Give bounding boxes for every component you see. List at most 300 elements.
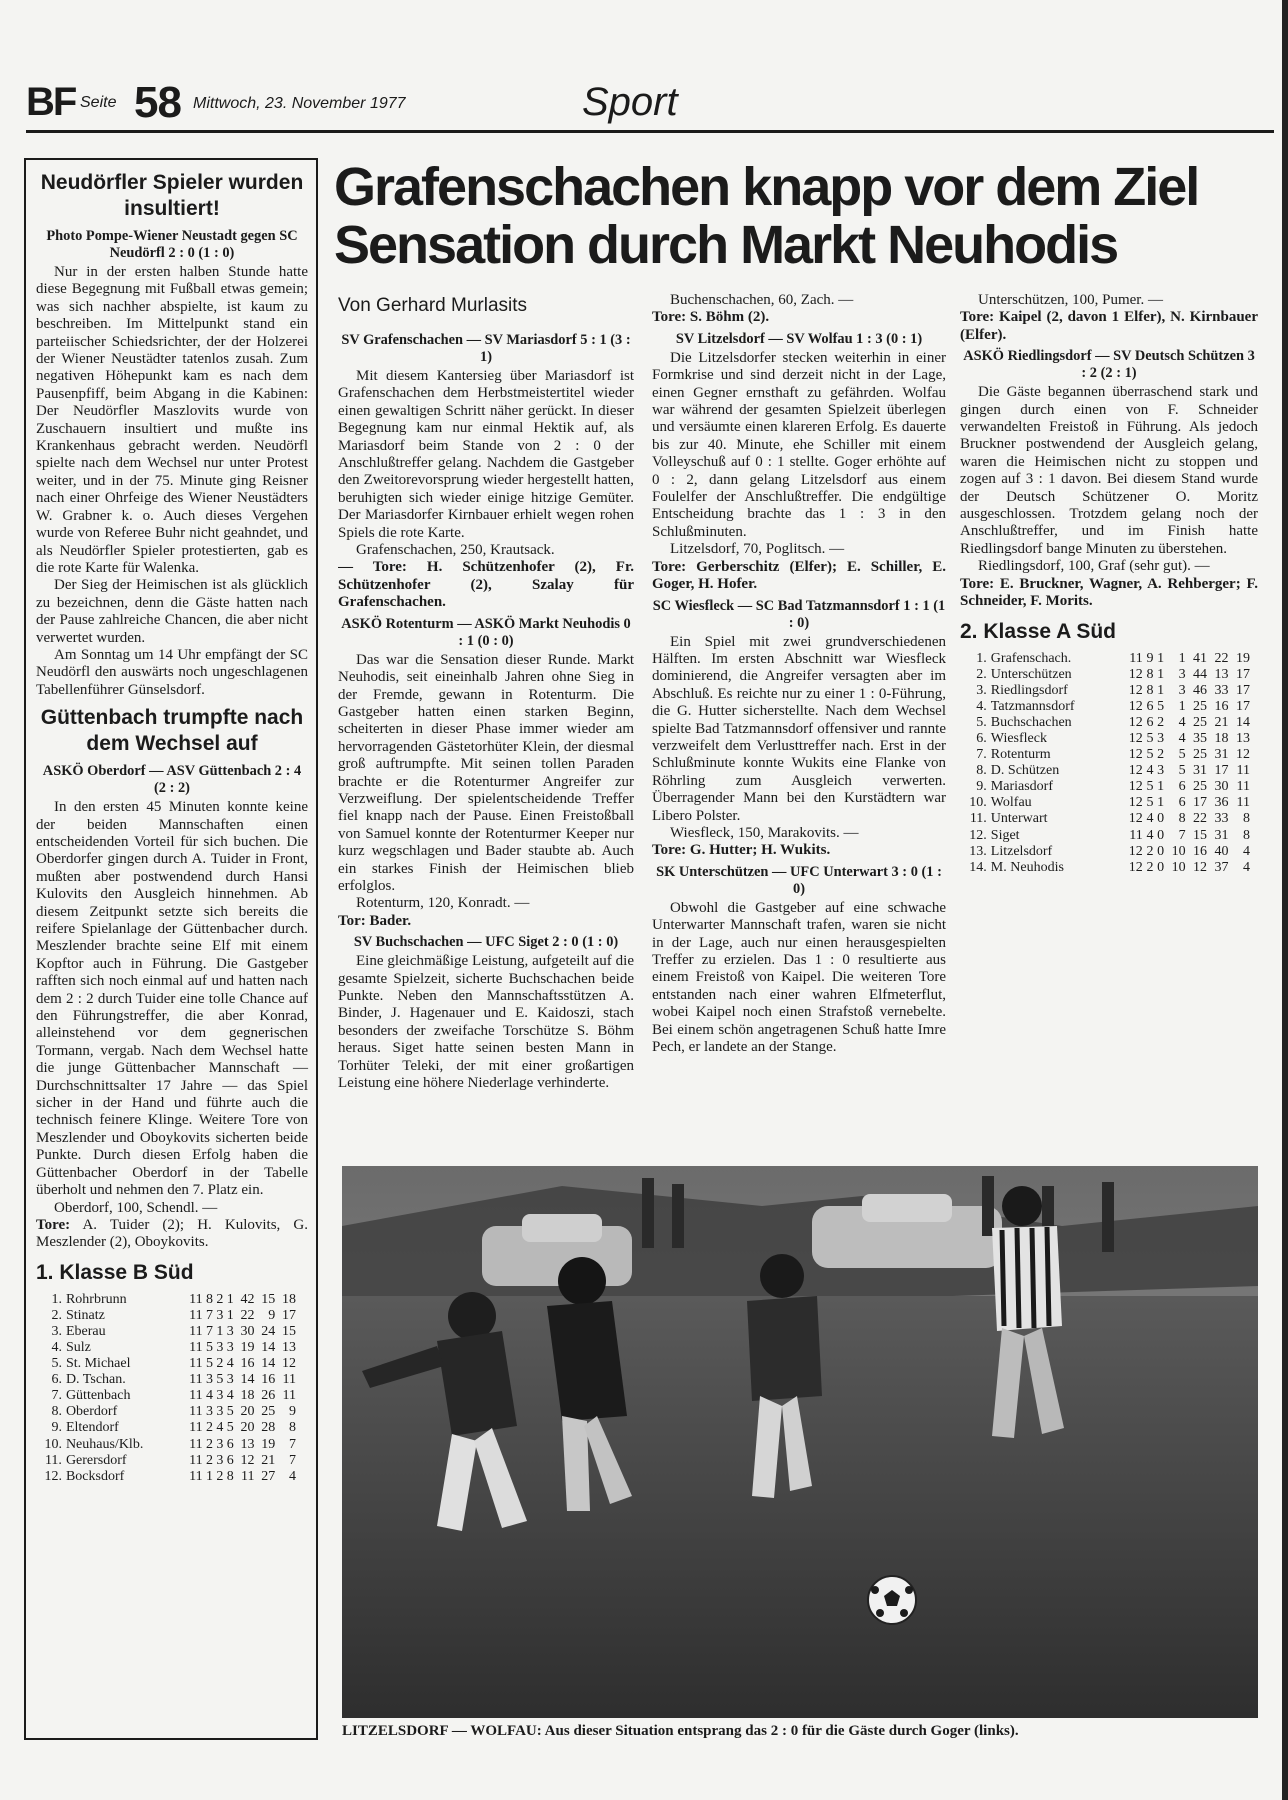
- table-stat: 0: [1157, 811, 1165, 827]
- table-stat: 3: [226, 1340, 234, 1355]
- league-table-b-sued: [36, 1292, 296, 1485]
- rank: 5.: [51, 1356, 62, 1372]
- rank: 7.: [976, 747, 987, 763]
- table-stat: 33: [1214, 682, 1229, 698]
- league-table-a-sued: [960, 651, 1250, 876]
- match-stats: Unterschützen, 100, Pumer. —: [978, 292, 1163, 308]
- stats-text: Oberdorf, 100, Schendl. —: [54, 1199, 218, 1216]
- table-stat: 14: [261, 1340, 276, 1355]
- table-stat: 18: [282, 1291, 296, 1307]
- table-stat: 12: [1128, 763, 1143, 779]
- table-stat: 17: [1236, 698, 1250, 714]
- match-report: Die Litzelsdorfer stecken weiterhin in einer Formkrise und sind derzeit nicht in der Lage, einen Gegner ernsthaft zu gefährden. Wolfau war während der gesamten Spielzeit überlegen und versäumte einen klareren Erfolg. Es dauerte bis zur 40. Minute, ehe Schiller mit einem Volleyschuß auf 0 : 1 stellte. Goger erhöhte auf 0 : 2, dann gelang Litzelsdorf aus einem Foulelfer der Anschlußtreffer. Die endgültige Entscheidung brachte das 1 : 3 in den Schlußminuten.: [652, 349, 946, 540]
- table-stat: 12: [1128, 730, 1143, 746]
- table-stat: 2: [1157, 714, 1165, 730]
- league-table-row: [36, 1308, 296, 1324]
- table-stat: 1: [226, 1307, 234, 1323]
- byline: Von Gerhard Murlasits: [338, 295, 528, 316]
- table-stat: 4: [289, 1468, 296, 1484]
- league-table-row: [960, 667, 1250, 683]
- table-stat: 16: [261, 1372, 276, 1388]
- article-column-1: [338, 328, 634, 1160]
- table-stat: 14: [1236, 714, 1250, 730]
- section-title: Sport: [582, 80, 678, 124]
- match-heading: SC Wiesfleck — SC Bad Tatzmannsdorf 1 : 1 (1 : 0): [652, 597, 946, 631]
- table-stat: 15: [1193, 827, 1208, 843]
- match-report: Die Gäste begannen überraschend stark und gingen durch einen von F. Schneider verwandelten Freistoß in Führung. Als jedoch Bruckner postwendend der Ausgleich gelang, waren die Heimischen nicht zu stoppen und zogen auf 3 : 1 davon. Bei diesem Stand wurde der Deutsch Schützener O. Moritz ausgeschlossen. Trotzdem gelang noch der Anschlußtreffer, und im Finish hatte Riedlingsdorf bange Minuten zu überstehen.: [960, 384, 1258, 557]
- match-report: Das war die Sensation dieser Runde. Markt Neuhodis, seit eineinhalb Jahren ohne Sieg in der Fremde, gewann in Rotenturm. Die Gastgeber hatten einen starken Beginn, scheiterten in dieser Phase immer wieder am hervorragenden Gästetorhüter Klein, der diesmal groß auftrumpfte. Mit seinen tollen Paraden brachte er die Rotenturmer Angreifer zur Verzweiflung. Der spielentscheidende Treffer fiel knapp nach der Pause. Einen Freistoßball von Samuel konnte der Rotenturmer Keeper nur kurz wegschlagen und Bader staubte ab. Auch ein starkes Finish der Heimischen blieb erfolglos.: [338, 651, 634, 894]
- table-stat: 8: [1146, 682, 1154, 698]
- table-stat: 11: [189, 1372, 203, 1388]
- table-stat: 3: [1157, 730, 1165, 746]
- table-stat: 9: [268, 1307, 276, 1323]
- league-table-row: [36, 1292, 296, 1308]
- table-stat: 17: [282, 1307, 296, 1323]
- sidebar-stats: [36, 1200, 308, 1217]
- table-stat: 25: [1193, 714, 1208, 730]
- team-name: Neuhaus/Klb.: [65, 1436, 144, 1452]
- table-stat: 11: [189, 1356, 203, 1372]
- team-name: Rohrbrunn: [65, 1291, 127, 1307]
- team-name: Sulz: [65, 1340, 91, 1355]
- table-stat: 11: [189, 1436, 203, 1452]
- table-stat: 2: [1146, 859, 1154, 875]
- table-stat: 26: [261, 1388, 276, 1404]
- rank: 8.: [51, 1404, 62, 1420]
- table-stat: 3: [216, 1340, 224, 1355]
- newspaper-logo: BF: [26, 80, 76, 124]
- table-stat: 15: [282, 1323, 296, 1339]
- table-stat: 4: [1243, 843, 1250, 859]
- table-stat: 8: [1146, 666, 1154, 682]
- table-stat: 8: [289, 1420, 296, 1436]
- scorers-text: A. Tuider (2); H. Kulovits, G. Meszlender (2), Oboykovits.: [36, 1216, 308, 1251]
- table-stat: 5: [216, 1372, 224, 1388]
- table-stat: 18: [240, 1388, 255, 1404]
- table-stat: 4: [205, 1388, 213, 1404]
- table-stat: 24: [261, 1323, 276, 1339]
- table-stat: 8: [226, 1468, 234, 1484]
- main-headline: [334, 158, 1254, 274]
- table-stat: 11: [1236, 763, 1250, 779]
- table-stat: 13: [1236, 730, 1250, 746]
- article-column-2: [652, 292, 946, 1160]
- team-name: Unterwart: [990, 811, 1048, 827]
- table-stat: 1: [1157, 795, 1165, 811]
- table-stat: 12: [1128, 698, 1143, 714]
- table-stat: 5: [205, 1340, 213, 1355]
- match-stats: Litzelsdorf, 70, Poglitsch. —: [670, 541, 845, 558]
- table-stat: 8: [1243, 827, 1250, 843]
- table-stat: 1: [1157, 682, 1165, 698]
- table-stat: 25: [1193, 698, 1208, 714]
- table-stat: 19: [1236, 650, 1250, 666]
- table-stat: 6: [1146, 698, 1154, 714]
- table-stat: 3: [226, 1323, 234, 1339]
- league-table-row: [36, 1372, 296, 1388]
- table-stat: 1: [216, 1323, 224, 1339]
- league-table-row: [960, 844, 1250, 860]
- table-stat: 3: [205, 1372, 213, 1388]
- table-stat: 25: [1193, 747, 1208, 763]
- table-stat: 3: [205, 1404, 213, 1420]
- table-stat: 0: [1157, 843, 1165, 859]
- table-stat: 7: [289, 1436, 296, 1452]
- match-heading: ASKÖ Riedlingsdorf — SV Deutsch Schützen 3 : 2 (2 : 1): [963, 348, 1255, 382]
- table-stat: 1: [1178, 650, 1186, 666]
- team-name: Eberau: [65, 1323, 106, 1339]
- table-stat: 42: [240, 1291, 255, 1307]
- table-stat: 1: [1157, 666, 1165, 682]
- table-stat: 1: [1157, 779, 1165, 795]
- table-stat: 7: [205, 1307, 213, 1323]
- table-stat: 12: [1128, 859, 1143, 875]
- team-name: Wolfau: [990, 795, 1032, 811]
- team-name: Riedlingsdorf: [990, 682, 1068, 698]
- table-stat: 7: [1178, 827, 1186, 843]
- team-name: St. Michael: [65, 1356, 131, 1372]
- table-stat: 19: [240, 1340, 255, 1355]
- table-stat: 12: [240, 1452, 255, 1468]
- rank: 10.: [969, 795, 987, 811]
- team-name: Litzelsdorf: [990, 843, 1053, 859]
- table-stat: 4: [1146, 827, 1154, 843]
- league-table-row: [36, 1420, 296, 1436]
- table-stat: 16: [1193, 843, 1208, 859]
- table-stat: 5: [1146, 795, 1154, 811]
- article-column-3: [960, 292, 1258, 1160]
- league-table-row: [960, 779, 1250, 795]
- table-stat: 11: [189, 1340, 203, 1355]
- sidebar-paragraph-2: In den ersten 45 Minuten konnte keine der beiden Mannschaften einen entscheidenden Vorteil für sich buchen. Die Oberdorfer gingen durch A. Tuider in Front, mußten aber postwendend durch Hansi Kulovits den Ausgleich hinnehmen. Ab diesem Zeitpunkt setzte sich bereits die reifere Spielanlage der Güttenbacher durch. Meszlender brachte seine Elf mit einem Kopftor auch in Führung. Die Gastgeber rafften sich noch einmal auf und hatten nach dem 2 : 2 durch Tuider eine tolle Chance auf den Führungstreffer, die aber Konrad, alleinstehend vor dem gegnerischen Tormann, vergab. Nach dem Wechsel hatte die junge Güttenbacher Mannschaft — Durchschnittsalter 17 Jahre — das Spiel sicher in der Hand und führte auch die technisch feinere Klinge. Weitere Tore von Meszlender und Oboykovits sicherten beide Punkte. Durch diesen Erfolg haben die Güttenbacher Oberdorf in der Tabelle überholt und nehmen den 7. Platz ein.: [36, 799, 308, 1199]
- table-stat: 35: [1193, 730, 1208, 746]
- team-name: M. Neuhodis: [990, 859, 1064, 875]
- table-stat: 7: [205, 1323, 213, 1339]
- header-rule: [26, 130, 1274, 133]
- table-stat: 33: [1214, 811, 1229, 827]
- table-stat: 6: [1178, 779, 1186, 795]
- rank: 14.: [969, 859, 987, 875]
- table-stat: 13: [1214, 666, 1229, 682]
- league-table-row: [960, 811, 1250, 827]
- table-stat: 31: [1214, 827, 1229, 843]
- league-table-title: 1. Klasse B Süd: [36, 1260, 194, 1284]
- table-stat: 3: [216, 1436, 224, 1452]
- table-stat: 12: [1128, 779, 1143, 795]
- rank: 2.: [51, 1307, 62, 1323]
- table-stat: 3: [216, 1388, 224, 1404]
- table-stat: 4: [1146, 811, 1154, 827]
- table-stat: 11: [1129, 650, 1143, 666]
- match-scorers: Tore: S. Böhm (2).: [652, 309, 770, 326]
- team-name: Gerersdorf: [65, 1452, 127, 1468]
- rank: 1.: [976, 650, 987, 666]
- table-stat: 12: [1128, 795, 1143, 811]
- sidebar-title-2: Güttenbach trumpfte nach dem Wechsel auf: [40, 706, 304, 756]
- team-name: Rotenturm: [990, 747, 1051, 763]
- table-stat: 16: [1214, 698, 1229, 714]
- table-stat: 12: [1128, 714, 1143, 730]
- table-stat: 3: [1178, 682, 1186, 698]
- page-edge: [1282, 0, 1288, 1800]
- table-stat: 17: [1236, 666, 1250, 682]
- table-stat: 41: [1193, 650, 1208, 666]
- table-stat: 2: [1146, 843, 1154, 859]
- table-stat: 5: [1146, 730, 1154, 746]
- match-report: Mit diesem Kantersieg über Mariasdorf ist Grafenschachen dem Herbstmeistertitel wieder einen gewaltigen Schritt näher gerückt. In dieser Begegnung kam nur einmal Hektik auf, als Mariasdorf beim Stande von 2 : 0 der Anschlußtreffer gelang. Nachdem die Gastgeber den Zweitorevorsprung wieder hergestellt hatten, beruhigten sich wieder einige hitzige Gemüter. Der Mariasdorfer Kirnbauer erhielt wegen rohen Spiels die rote Karte.: [338, 368, 634, 541]
- match-report: Ein Spiel mit zwei grundverschiedenen Hälften. Im ersten Abschnitt war Wiesfleck dominierend, die Angreifer versagten aber im Abschluß. Es reichte nur zu einer 1 : 0-Führung, die G. Hutter sicherstellte. Nach dem Wechsel spielte Bad Tatzmannsdorf offensiver und rannte verzweifelt dem Verlusttreffer nach. Erst in der Schlußminute konnte Wukits eine Flanke von Röhrling zum Ausgleich verwerten. Überragender Mann bei den Kurstädtern war Libero Polster.: [652, 633, 946, 824]
- table-stat: 1: [226, 1291, 234, 1307]
- table-stat: 14: [261, 1356, 276, 1372]
- sidebar-paragraph: Nur in der ersten halben Stunde hatte diese Begegnung mit Fußball etwas gemein; was sich nachher abspielte, ist kaum zu beschreiben. Im Mittelpunkt stand ein parteiischer Schiedsrichter, der der Holzerei der Wiener Neustädter tatenlos zusah. Zum negativen Höhepunkt kam es nach dem Pausenpfiff, beim Abgang in die Kabinen: Der Neudörfler Maszlovits wurde von Zuschauern insultiert und mußte ins Krankenhaus gebracht werden. Neudörfl spielte nach dem Wechsel nur unter Protest weiter, und in der 75. Minute ging Reisner nach einer Ohrfeige des Wiener Neustädters W. Grabner k. o. Auch dieses Vergehen wurde von Referee Buhr nicht geahndet, und als Neudörfler Spieler protestierten, gab es die rote Karte für Walenka.: [36, 264, 308, 576]
- team-name: Buchschachen: [990, 714, 1072, 730]
- headline-line-1: Grafenschachen knapp vor dem Ziel: [334, 157, 1199, 217]
- team-name: Stinatz: [65, 1307, 105, 1323]
- table-stat: 6: [226, 1436, 234, 1452]
- table-stat: 12: [1128, 843, 1143, 859]
- team-name: D. Tschan.: [65, 1372, 126, 1388]
- league-table-row: [36, 1453, 296, 1469]
- team-name: Güttenbach: [65, 1388, 131, 1404]
- table-stat: 31: [1193, 763, 1208, 779]
- rank: 10.: [44, 1436, 62, 1452]
- table-stat: 11: [189, 1307, 203, 1323]
- table-stat: 2: [205, 1420, 213, 1436]
- table-stat: 19: [261, 1436, 276, 1452]
- team-name: Oberdorf: [65, 1404, 118, 1420]
- rank: 9.: [976, 779, 987, 795]
- table-stat: 4: [1178, 714, 1186, 730]
- league-table-row: [960, 828, 1250, 844]
- table-stat: 5: [226, 1420, 234, 1436]
- league-table-title: 2. Klasse A Süd: [960, 619, 1117, 643]
- table-stat: 22: [1193, 811, 1208, 827]
- table-stat: 30: [1214, 779, 1229, 795]
- football-photo-illustration: [342, 1166, 1258, 1718]
- match-scorers: — Tore: H. Schützenhofer (2), Fr. Schützenhofer (2), Szalay für Grafenschachen.: [338, 559, 634, 611]
- team-name: Unterschützen: [990, 666, 1072, 682]
- table-stat: 12: [1236, 747, 1250, 763]
- league-table-row: [960, 763, 1250, 779]
- table-stat: 11: [189, 1388, 203, 1404]
- table-stat: 2: [216, 1356, 224, 1372]
- rank: 12.: [969, 827, 987, 843]
- match-scorers: Tore: G. Hutter; H. Wukits.: [652, 842, 831, 859]
- table-stat: 10: [1171, 843, 1186, 859]
- table-stat: 5: [1146, 779, 1154, 795]
- table-stat: 11: [189, 1452, 203, 1468]
- table-stat: 3: [216, 1452, 224, 1468]
- table-stat: 8: [1243, 811, 1250, 827]
- table-stat: 17: [1214, 763, 1229, 779]
- team-name: Tatzmannsdorf: [990, 698, 1075, 714]
- table-stat: 28: [261, 1420, 276, 1436]
- table-stat: 8: [205, 1291, 213, 1307]
- table-stat: 11: [240, 1468, 255, 1484]
- table-stat: 16: [240, 1356, 255, 1372]
- table-stat: 22: [240, 1307, 255, 1323]
- sidebar-scorers: [36, 1217, 308, 1252]
- table-stat: 8: [1178, 811, 1186, 827]
- table-stat: 1: [1178, 698, 1186, 714]
- table-stat: 13: [240, 1436, 255, 1452]
- page-label: Seite: [80, 94, 117, 111]
- rank: 11.: [969, 811, 987, 827]
- table-stat: 14: [240, 1372, 255, 1388]
- table-stat: 21: [261, 1452, 276, 1468]
- team-name: Siget: [990, 827, 1020, 843]
- match-scorers: Tore: Gerberschitz (Elfer); E. Schiller, E. Goger, H. Hofer.: [652, 558, 946, 593]
- league-table-row: [960, 683, 1250, 699]
- table-stat: 11: [189, 1404, 203, 1420]
- table-stat: 22: [1214, 650, 1229, 666]
- table-stat: 36: [1214, 795, 1229, 811]
- table-stat: 2: [1157, 747, 1165, 763]
- table-stat: 2: [216, 1291, 224, 1307]
- rank: 3.: [51, 1323, 62, 1339]
- rank: 6.: [51, 1372, 62, 1388]
- table-stat: 4: [1243, 859, 1250, 875]
- table-stat: 4: [1178, 730, 1186, 746]
- table-stat: 20: [240, 1420, 255, 1436]
- table-stat: 3: [1178, 666, 1186, 682]
- league-table-row: [36, 1340, 296, 1356]
- table-stat: 44: [1193, 666, 1208, 682]
- rank: 3.: [976, 682, 987, 698]
- table-stat: 21: [1214, 714, 1229, 730]
- issue-date: Mittwoch, 23. November 1977: [193, 95, 406, 112]
- table-stat: 11: [282, 1372, 296, 1388]
- table-stat: 5: [1157, 698, 1165, 714]
- table-stat: 17: [1236, 682, 1250, 698]
- table-stat: 46: [1193, 682, 1208, 698]
- table-stat: 5: [205, 1356, 213, 1372]
- table-stat: 12: [1128, 666, 1143, 682]
- table-stat: 9: [289, 1404, 296, 1420]
- table-stat: 6: [1178, 795, 1186, 811]
- table-stat: 5: [226, 1404, 234, 1420]
- sidebar-match-heading-2: ASKÖ Oberdorf — ASV Güttenbach 2 : 4 (2 : 2): [42, 763, 302, 797]
- table-stat: 2: [205, 1436, 213, 1452]
- rank: 11.: [44, 1452, 62, 1468]
- match-heading: SV Buchschachen — UFC Siget 2 : 0 (1 : 0): [353, 934, 619, 951]
- table-stat: 11: [189, 1420, 203, 1436]
- rank: 7.: [51, 1388, 62, 1404]
- table-stat: 11: [189, 1291, 203, 1307]
- match-report: Obwohl die Gastgeber auf eine schwache Unterwarter Mannschaft trafen, waren sie nicht in der Lage, auch nur einen herausgespielten Treffer zu erzielen. Das 1 : 0 resultierte aus einem Freistoß von Kaipel. Die weiteren Tore entstanden nach einer wahren Elfmeterflut, wobei Kaipel noch einen Strafstoß vernebelte. Bei einem schön angetragenen Schuß hatte Imre Pech, er landete an der Stange.: [652, 899, 946, 1056]
- table-stat: 12: [1128, 682, 1143, 698]
- rank: 4.: [976, 698, 987, 714]
- team-name: D. Schützen: [990, 763, 1060, 779]
- rank: 8.: [976, 763, 987, 779]
- team-name: Wiesfleck: [990, 730, 1047, 746]
- rank: 12.: [44, 1468, 62, 1484]
- photo-caption: LITZELSDORF — WOLFAU: Aus dieser Situation entsprang das 2 : 0 für die Gäste durch Goger (links).: [342, 1723, 1019, 1739]
- table-stat: 25: [1193, 779, 1208, 795]
- table-stat: 12: [1193, 859, 1208, 875]
- match-heading: SV Grafenschachen — SV Mariasdorf 5 : 1 (3 : 1): [341, 332, 631, 365]
- rank: 4.: [51, 1340, 62, 1355]
- match-heading: SK Unterschützen — UFC Unterwart 3 : 0 (1 : 0): [656, 863, 942, 897]
- table-stat: 20: [240, 1404, 255, 1420]
- match-photo: [342, 1166, 1258, 1718]
- sidebar-box: [24, 158, 318, 1740]
- table-stat: 31: [1214, 747, 1229, 763]
- table-stat: 4: [216, 1420, 224, 1436]
- rank: 13.: [969, 843, 987, 859]
- table-stat: 7: [289, 1452, 296, 1468]
- team-name: Mariasdorf: [990, 779, 1053, 795]
- page-header: [26, 78, 1276, 128]
- table-stat: 25: [261, 1404, 276, 1420]
- match-heading: SV Litzelsdorf — SV Wolfau 1 : 3 (0 : 1): [675, 330, 923, 347]
- table-stat: 6: [226, 1452, 234, 1468]
- team-name: Eltendorf: [65, 1420, 119, 1436]
- table-stat: 5: [1178, 763, 1186, 779]
- table-stat: 0: [1157, 859, 1165, 875]
- league-table-row: [960, 731, 1250, 747]
- league-table-row: [36, 1324, 296, 1340]
- table-stat: 3: [216, 1307, 224, 1323]
- match-stats: Buchenschachen, 60, Zach. —: [670, 292, 854, 308]
- rank: 2.: [976, 666, 987, 682]
- match-stats: Grafenschachen, 250, Krautsack.: [356, 542, 555, 559]
- league-table-row: [960, 715, 1250, 731]
- table-stat: 13: [282, 1340, 296, 1355]
- table-stat: 12: [1128, 811, 1143, 827]
- table-stat: 11: [1236, 779, 1250, 795]
- sidebar-match-heading: Photo Pompe-Wiener Neustadt gegen SC Neudörfl 2 : 0 (1 : 0): [46, 228, 298, 261]
- table-stat: 5: [1146, 747, 1154, 763]
- table-stat: 11: [1236, 795, 1250, 811]
- table-stat: 10: [1171, 859, 1186, 875]
- league-table-row: [36, 1469, 296, 1485]
- table-stat: 9: [1146, 650, 1154, 666]
- table-stat: 40: [1214, 843, 1229, 859]
- table-stat: 27: [261, 1468, 276, 1484]
- rank: 5.: [976, 714, 987, 730]
- league-table-row: [960, 747, 1250, 763]
- table-stat: 11: [1129, 827, 1143, 843]
- table-stat: 0: [1157, 827, 1165, 843]
- table-stat: 1: [1157, 650, 1165, 666]
- table-stat: 30: [240, 1323, 255, 1339]
- table-stat: 15: [261, 1291, 276, 1307]
- table-stat: 3: [1157, 763, 1165, 779]
- table-stat: 3: [226, 1372, 234, 1388]
- table-stat: 3: [216, 1404, 224, 1420]
- match-stats: Rotenturm, 120, Konradt. —: [356, 895, 530, 912]
- league-table-row: [36, 1404, 296, 1420]
- table-stat: 4: [1146, 763, 1154, 779]
- table-stat: 17: [1193, 795, 1208, 811]
- league-table-row: [36, 1388, 296, 1404]
- match-scorers: Tore: Kaipel (2, davon 1 Elfer), N. Kirnbauer (Elfer).: [960, 309, 1258, 343]
- table-stat: 18: [1214, 730, 1229, 746]
- league-table-row: [36, 1437, 296, 1453]
- table-stat: 6: [1146, 714, 1154, 730]
- match-scorers: Tore: E. Bruckner, Wagner, A. Rehberger; F. Schneider, F. Morits.: [960, 575, 1258, 610]
- headline-line-2: Sensation durch Markt Neuhodis: [334, 215, 1118, 275]
- table-stat: 37: [1214, 859, 1229, 875]
- page-number: 58: [134, 78, 181, 127]
- league-table-row: [36, 1356, 296, 1372]
- league-table-row: [960, 651, 1250, 667]
- sidebar-paragraph: Der Sieg der Heimischen ist als glücklich zu bezeichnen, denn die Gäste hatten nach der Pause zahlreiche Chancen, die aber nicht verwertet wurden.: [36, 577, 308, 646]
- table-stat: 1: [205, 1468, 213, 1484]
- match-stats: Wiesfleck, 150, Marakovits. —: [670, 824, 859, 841]
- scorers-label: Tore:: [36, 1216, 71, 1233]
